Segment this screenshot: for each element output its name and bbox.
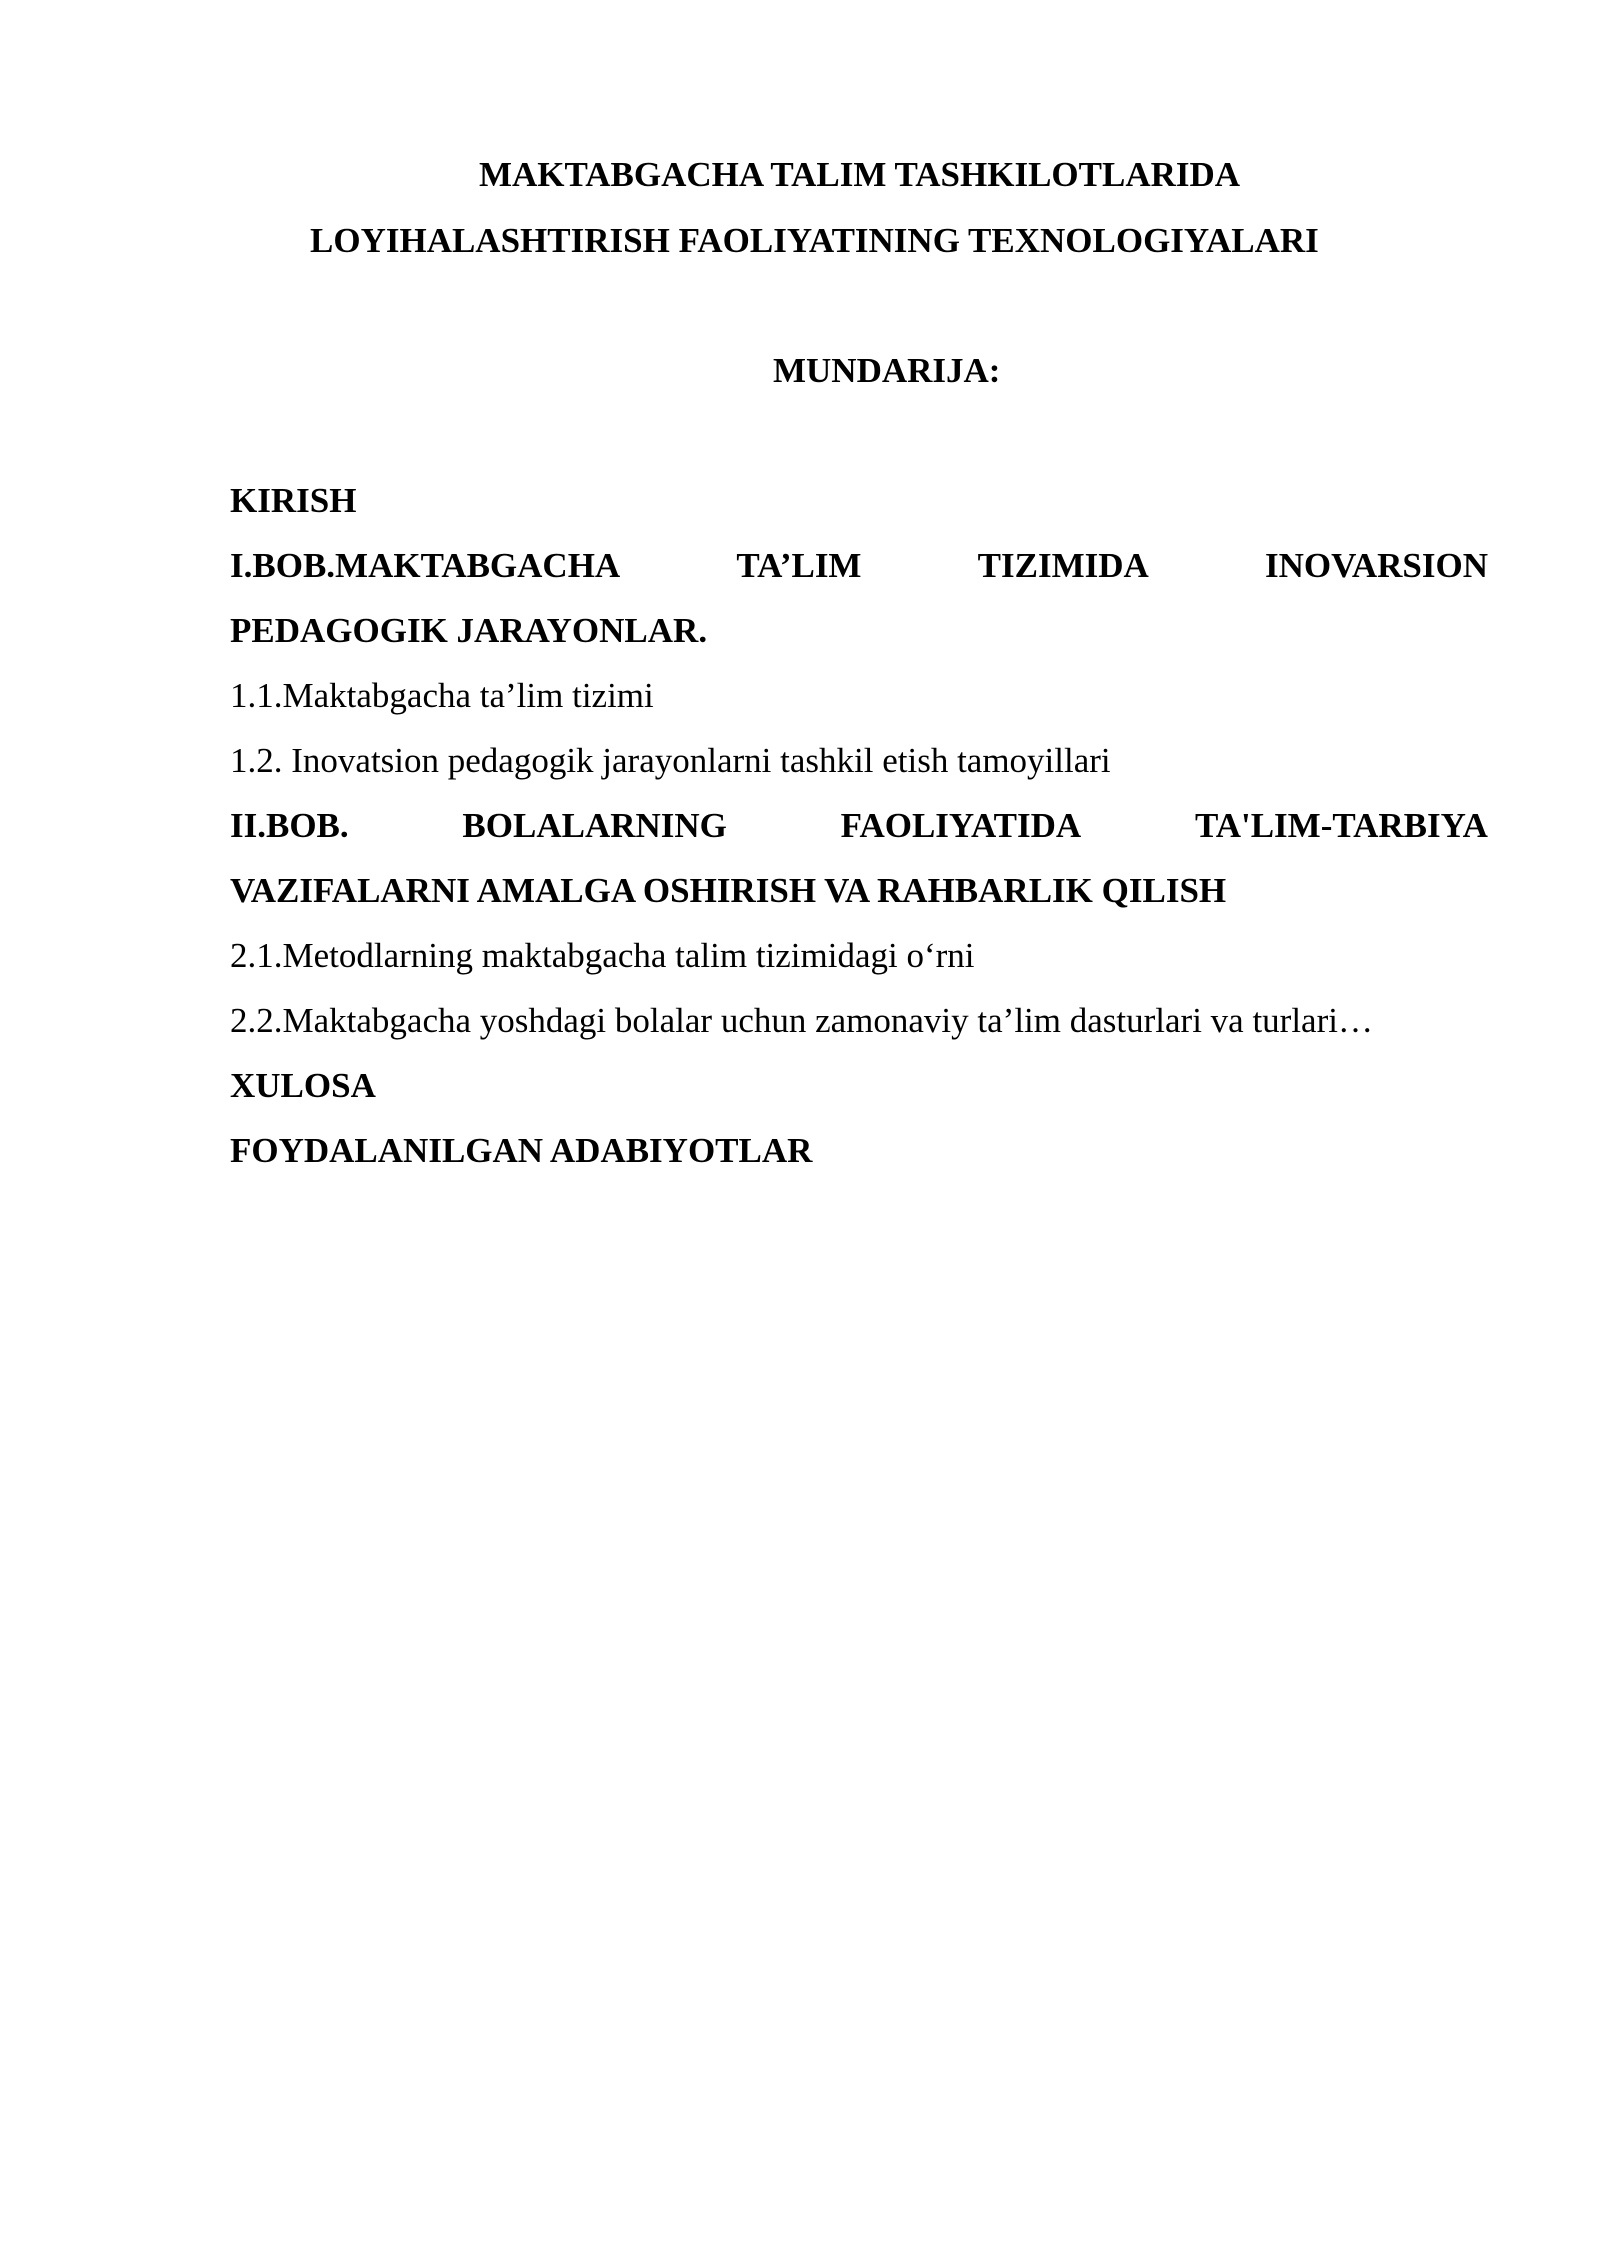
toc-chapter-2-word: FAOLIYATIDA [840,806,1082,845]
toc-chapter-1-word: TIZIMIDA [977,546,1149,585]
toc-references: FOYDALANILGAN ADABIYOTLAR [230,1131,813,1170]
toc-chapter-2-word: II.BOB. [230,806,349,845]
toc-section-1-2: 1.2. Inovatsion pedagogik jarayonlarni tashkil etish tamoyillari [230,741,1111,780]
document-title-line-1: MAKTABGACHA TALIM TASHKILOTLARIDA [479,155,1241,194]
toc-chapter-2-title-line-1 [230,806,1488,846]
toc-section-2-2: 2.2.Maktabgacha yoshdagi bolalar uchun zamonaviy ta’lim dasturlari va turlari… [230,1001,1373,1040]
toc-conclusion: XULOSA [230,1066,376,1105]
toc-chapter-2-word: TA'LIM-TARBIYA [1194,806,1488,845]
toc-chapter-1-title-line-2: PEDAGOGIK JARAYONLAR. [230,611,708,650]
toc-intro: KIRISH [230,481,357,520]
toc-chapter-1-word: I.BOB.MAKTABGACHA [230,546,621,585]
document-title-line-2: LOYIHALASHTIRISH FAOLIYATINING TEXNOLOGIYALARI [310,221,1319,260]
toc-section-1-1: 1.1.Maktabgacha ta’lim tizimi [230,676,654,715]
toc-chapter-1-word: TA’LIM [736,546,862,585]
toc-chapter-2-word: BOLALARNING [462,806,727,845]
toc-chapter-1-word: INOVARSION [1264,546,1488,585]
toc-section-2-1: 2.1.Metodlarning maktabgacha talim tizimidagi o‘rni [230,936,975,975]
toc-chapter-2-title-line-2: VAZIFALARNI AMALGA OSHIRISH VA RAHBARLIK QILISH [230,871,1227,910]
contents-heading: MUNDARIJA: [773,351,1001,390]
toc-chapter-1-title-line-1 [230,546,1488,586]
